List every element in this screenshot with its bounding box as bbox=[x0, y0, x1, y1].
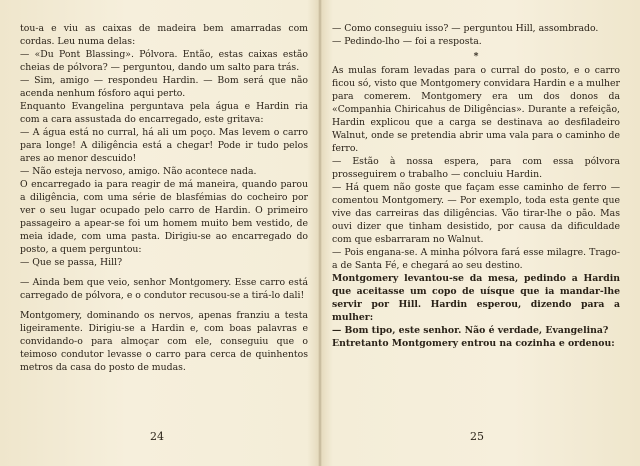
paragraph: — Pois engana-se. A minha pólvora fará esse milagre. Trago-a de Santa Fé, e chegará ao seu destino. bbox=[332, 247, 620, 271]
paragraph: — Estão à nossa espera, para com essa pólvora prosseguirem o trabalho — concluiu Hardin. bbox=[332, 156, 620, 180]
paragraph: — Que se passa, Hill? bbox=[20, 257, 123, 268]
paragraph: O encarregado ia para reagir de má maneira, quando parou a diligência, com uma série de blasfémias do cocheiro por ver o seu lugar ocupado pelo carro de Hardin. O primeiro passageiro a apear-se foi um homem muito bem vestido, de meia idade, com uma pasta. Dirigiu-se ao encarregado do posto, a quem perguntou: bbox=[20, 179, 308, 255]
paragraph: Enquanto Evangelina perguntava pela água e Hardin ria com a cara assustada do encarregado, este gritava: bbox=[20, 101, 308, 125]
right-page bbox=[332, 22, 620, 432]
paragraph: — A água está no curral, há ali um poço. Mas levem o carro para longe! A diligência está a chegar! Pode ir tudo pelos ares ao menor descuido! bbox=[20, 127, 308, 164]
paragraph: — Como conseguiu isso? — perguntou Hill, assombrado. bbox=[332, 23, 599, 34]
paragraph: — Pedindo-lho — foi a resposta. bbox=[332, 36, 482, 47]
paragraph: As mulas foram levadas para o curral do posto, e o carro ficou só, visto que Montgomery convidara Hardin e a mulher para comerem. Montgomery era um dos donos da «Companhia Chiricahus de Diligências». Durante a refeição, Hardin explicou que a carga se destinava ao desfiladeiro Walnut, onde se pretendia abrir uma vala para o caminho de ferro. bbox=[332, 65, 620, 154]
book-gutter bbox=[318, 0, 322, 466]
paragraph: — «Du Pont Blassing». Pólvora. Então, estas caixas estão cheias de pólvora? — perguntou, dando um salto para trás. bbox=[20, 49, 308, 73]
paragraph: Entretanto Montgomery entrou na cozinha e ordenou: bbox=[332, 338, 615, 349]
paragraph: — Sim, amigo — respondeu Hardin. — Bom será que não acenda nenhum fósforo aqui perto. bbox=[20, 75, 308, 99]
page-number-right: 25 bbox=[470, 430, 484, 443]
paragraph: tou-a e viu as caixas de madeira bem amarradas com cordas. Leu numa delas: bbox=[20, 23, 308, 47]
left-page bbox=[20, 22, 308, 432]
paragraph: — Ainda bem que veio, senhor Montgomery. Esse carro está carregado de pólvora, e o condutor recusou-se a tirá-lo dali! bbox=[20, 277, 308, 301]
paragraph: — Há quem não goste que façam esse caminho de ferro — comentou Montgomery. — Por exemplo, toda esta gente que vive das carreiras das diligências. Vão tirar-lhe o pão. Mas ouvi dizer que tinham desistido, por causa da dificuldade com que esbarraram no Walnut. bbox=[332, 182, 620, 245]
page-number-left: 24 bbox=[150, 430, 164, 443]
section-break: * bbox=[473, 51, 479, 62]
paragraph: Montgomery levantou-se da mesa, pedindo a Hardin que aceitasse um copo de uísque que ia mandar-lhe servir por Hill. Hardin esperou, dizendo para a mulher: bbox=[332, 273, 620, 323]
paragraph: — Não esteja nervoso, amigo. Não acontece nada. bbox=[20, 166, 257, 177]
paragraph: Montgomery, dominando os nervos, apenas franziu a testa ligeiramente. Dirigiu-se a Hardin e, com boas palavras e convidando-o para almoçar com ele, conseguiu que o teimoso condutor levasse o carro para cerca de quinhentos metros da casa do posto de mudas. bbox=[20, 310, 308, 373]
paragraph: — Bom tipo, este senhor. Não é verdade, Evangelina? bbox=[332, 325, 609, 336]
